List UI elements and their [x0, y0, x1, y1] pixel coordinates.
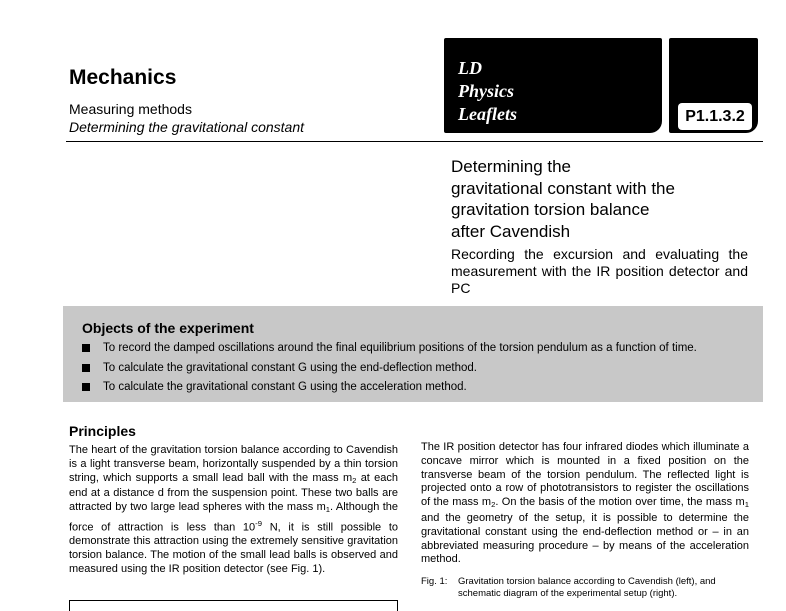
subscript: 2 [491, 500, 496, 510]
topic-label: Determining the gravitational constant [69, 119, 305, 135]
figure-frame [69, 600, 398, 611]
brand-logo-box [444, 38, 662, 133]
title-line: Determining the [451, 157, 572, 176]
brand-line-physics: Physics [458, 81, 514, 101]
leaflet-code: P1.1.3.2 [678, 103, 752, 130]
text-run: The IR position detector has four infrared diodes which illuminate a concave mirror which is mounted in a fixed position on the transverse beam of the torsion pendulum. The reflected light is projected onto a row of phototransistors to register the oscillations of the mass m [421, 441, 749, 509]
principles-right-column [421, 441, 749, 567]
brand-line-ld: LD [458, 58, 482, 78]
text-run: The heart of the gravitation torsion balance according to Cavendish is a light transverse beam, horizontally suspended by a thin torsion string, which supports a small lead ball with the mass m [69, 444, 398, 484]
text-run: . Although the force of attraction is less than 10 [69, 501, 398, 534]
principles-left-column [69, 444, 398, 577]
objective-text: To calculate the gravitational constant G using the acceleration method. [103, 381, 467, 393]
square-bullet-icon [82, 383, 90, 391]
text-run: . On the basis of the motion over time, the mass m [495, 496, 745, 509]
figure-caption [421, 576, 749, 600]
text-run: at each end at a distance d from the suspension point. These two balls are attracted by two large lead spheres with the mass m [69, 471, 399, 514]
square-bullet-icon [82, 364, 90, 372]
category-label: Measuring methods [69, 101, 192, 117]
superscript: -9 [255, 518, 262, 528]
subscript: 1 [744, 500, 749, 510]
brand-line-leaflets: Leaflets [458, 104, 517, 124]
text-run: and the geometry of the setup, it is possible to determine the gravitational constant using the end-deflection method or – in an abbreviated measuring procedure – by means of the acceleration method. [421, 511, 749, 566]
text-run: N, it is still possible to demonstrate this attraction using the extremely sensitive gravitation torsion balance. The motion of the small lead balls is observed and measured using the IR position detector (see Fig. 1). [69, 521, 398, 576]
objective-item [82, 342, 697, 354]
objective-text: To record the damped oscillations around the final equilibrium positions of the torsion pendulum as a function of time. [103, 342, 697, 354]
title-line: gravitation torsion balance [451, 200, 650, 219]
leaflet-code-box [669, 38, 758, 133]
figure-number: Fig. 1: [421, 576, 448, 587]
title-line: gravitational constant with the [451, 178, 675, 198]
subscript: 1 [325, 505, 331, 515]
header-divider [66, 141, 763, 142]
objective-text: To calculate the gravitational constant G using the end-deflection method. [103, 362, 477, 374]
objective-item [82, 362, 477, 374]
title-line: after Cavendish [451, 221, 571, 241]
principles-heading: Principles [69, 423, 136, 439]
objective-item [82, 381, 467, 393]
page-title: Mechanics [69, 66, 177, 89]
objectives-heading: Objects of the experiment [82, 320, 254, 336]
experiment-title [451, 156, 751, 242]
objectives-panel [63, 306, 763, 402]
experiment-subtitle: Recording the excursion and evaluating the measurement with the IR position detector and PC [451, 246, 748, 296]
square-bullet-icon [82, 344, 90, 352]
figure-caption-text: Gravitation torsion balance according to Cavendish (left), and schematic diagram of the experimental setup (right). [458, 576, 716, 599]
subscript: 2 [352, 475, 357, 485]
